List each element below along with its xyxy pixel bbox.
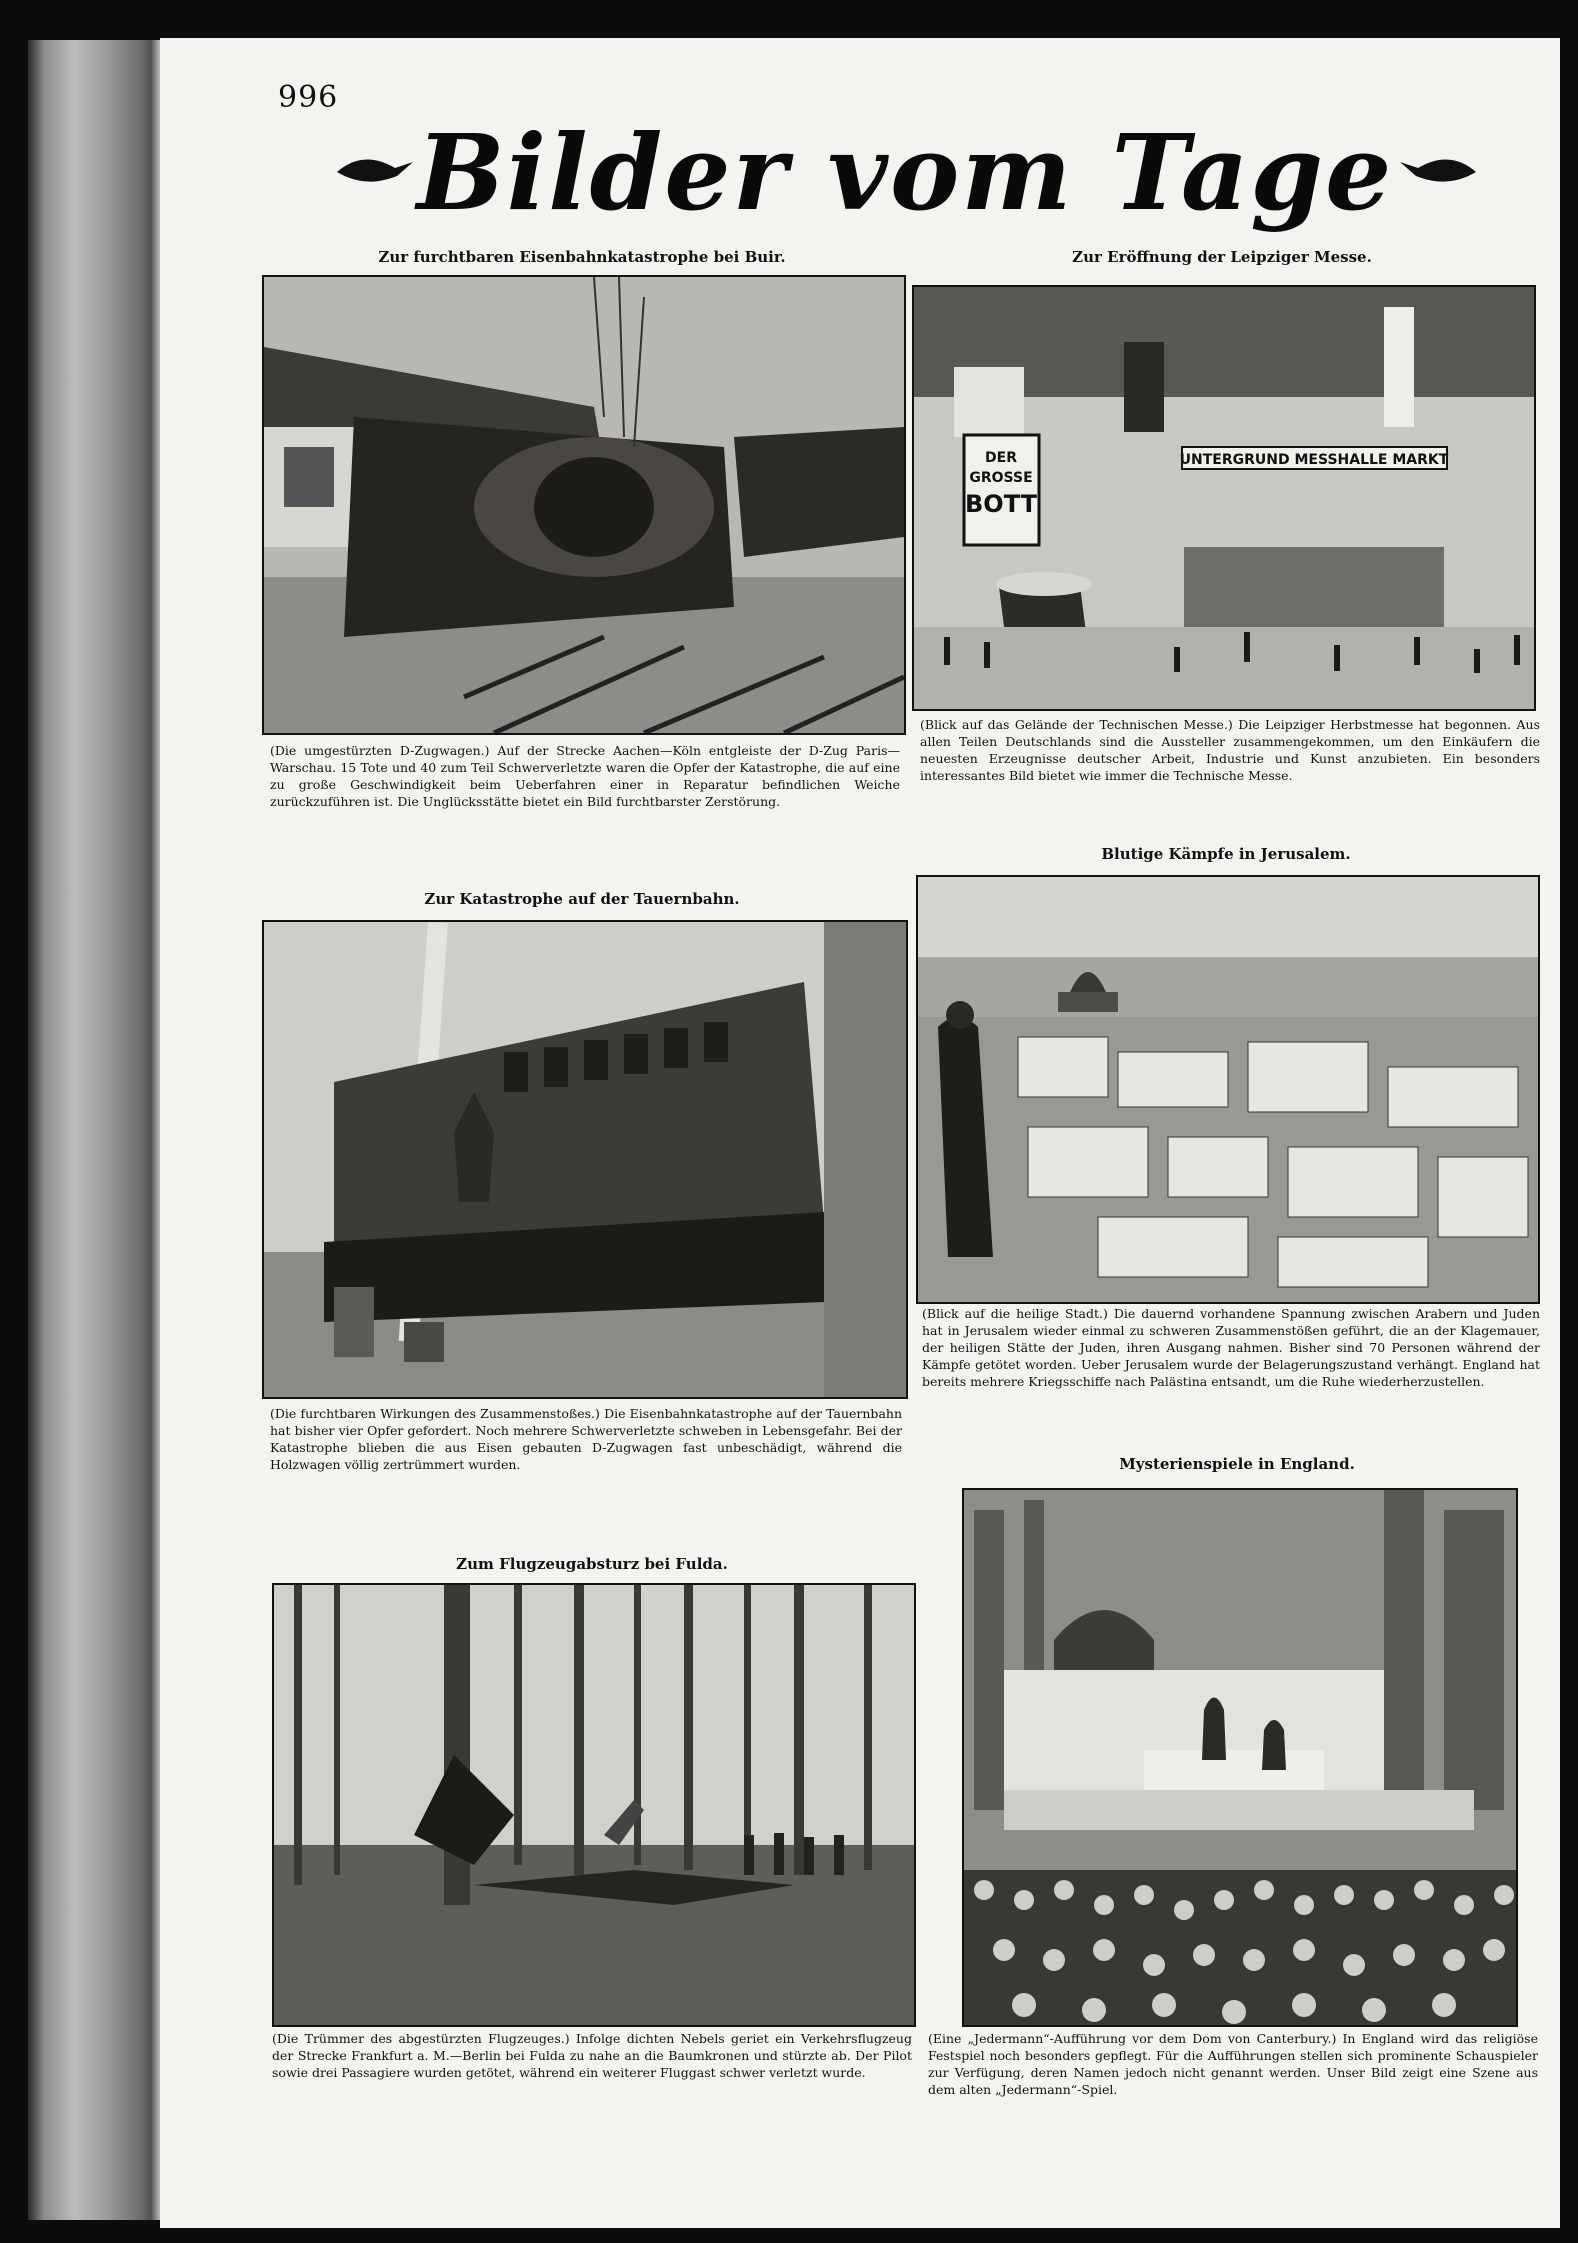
- article-tauernbahn-heading: Zur Katastrophe auf der Tauernbahn.: [424, 890, 740, 908]
- svg-text:BOTT: BOTT: [965, 490, 1037, 518]
- article-buir-photo: [262, 275, 906, 735]
- page-number: 996: [278, 80, 339, 115]
- article-fulda-caption: (Die Trümmer des abgestürzten Flugzeuges.) Infolge dichten Nebels geriet ein Verkehrsflugzeug der Strecke Frankfurt a. M.—Berlin bei Fulda zu nahe an die Baumkronen und stürzte ab. Der Pilot sowie drei Passagiere wurden getötet, während ein weiterer Fluggast schwer verletzt wurde.: [272, 2031, 912, 2080]
- article-fulda-photo: [272, 1583, 916, 2027]
- article-tauernbahn-caption: (Die furchtbaren Wirkungen des Zusammenstoßes.) Die Eisenbahnkatastrophe auf der Tauernbahn hat bisher vier Opfer gefordert. Noch mehrere Schwerverletzte schweben in Lebensgefahr. Bei der Katastrophe blieben die aus Eisen gebauten D-Zugwagen fast unbeschädigt, während die Holzwagen völlig zertrümmert wurden.: [270, 1406, 902, 1472]
- article-jerusalem-caption: (Blick auf die heilige Stadt.) Die dauernd vorhandene Spannung zwischen Arabern und Juden hat in Jerusalem wieder einmal zu schweren Zusammenstößen geführt, die an der Klagemauer, der heiligen Stätte der Juden, ihren Ausgang nahmen. Bisher sind 70 Personen während der Kämpfe getötet worden. Ueber Jerusalem wurde der Belagerungszustand verhängt. England hat bereits mehrere Kriegsschiffe nach Palästina entsandt, um die Ruhe wiederherzustellen.: [922, 1306, 1540, 1389]
- book-binding: [28, 40, 160, 2220]
- article-fulda-heading: Zum Flugzeugabsturz bei Fulda.: [456, 1555, 728, 1573]
- svg-text:GROSSE: GROSSE: [969, 470, 1033, 486]
- article-tauernbahn-photo: [262, 920, 908, 1399]
- article-england-photo: [962, 1488, 1518, 2027]
- svg-text:DER: DER: [985, 450, 1017, 466]
- right-ornament-icon: [1398, 150, 1478, 190]
- article-leipzig-heading: Zur Eröffnung der Leipziger Messe.: [1072, 248, 1372, 266]
- article-leipzig-photo: [912, 285, 1536, 711]
- article-leipzig-caption: (Blick auf das Gelände der Technischen Messe.) Die Leipziger Herbstmesse hat begonnen. Aus allen Teilen Deutschlands sind die Aussteller zusammengekommen, um den Einkäufern die neuesten Erzeugnisse deutscher Arbeit, Industrie und Kunst anzubieten. Ein besonders interessantes Bild bietet wie immer die Technische Messe.: [920, 717, 1540, 783]
- article-buir-heading: Zur furchtbaren Eisenbahnkatastrophe bei Buir.: [378, 248, 786, 266]
- article-england-caption: (Eine „Jedermann“-Aufführung vor dem Dom von Canterbury.) In England wird das religiöse Festspiel noch besonders gepflegt. Für die Aufführungen stellen sich prominente Schauspieler zur Verfügung, deren Namen jedoch nicht genannt werden. Unser Bild zeigt eine Szene aus dem alten „Jedermann“-Spiel.: [928, 2031, 1538, 2097]
- article-buir-caption: (Die umgestürzten D-Zugwagen.) Auf der Strecke Aachen—Köln entgleiste der D-Zug Paris—Warschau. 15 Tote und 40 zum Teil Schwerverletzte waren die Opfer der Katastrophe, die auf eine zu große Geschwindigkeit beim Ueberfahren einer in Reparatur befindlichen Weiche zurückzuführen ist. Die Unglücksstätte bietet ein Bild furchtbarster Zerstörung.: [270, 743, 900, 809]
- article-jerusalem-photo: [916, 875, 1540, 1304]
- article-england-heading: Mysterienspiele in England.: [1119, 1455, 1355, 1473]
- svg-text:UNTERGRUND MESSHALLE MARKT: UNTERGRUND MESSHALLE MARKT: [1179, 452, 1449, 468]
- article-jerusalem-heading: Blutige Kämpfe in Jerusalem.: [1101, 845, 1351, 863]
- masthead-title: Bilder vom Tage: [416, 111, 1394, 234]
